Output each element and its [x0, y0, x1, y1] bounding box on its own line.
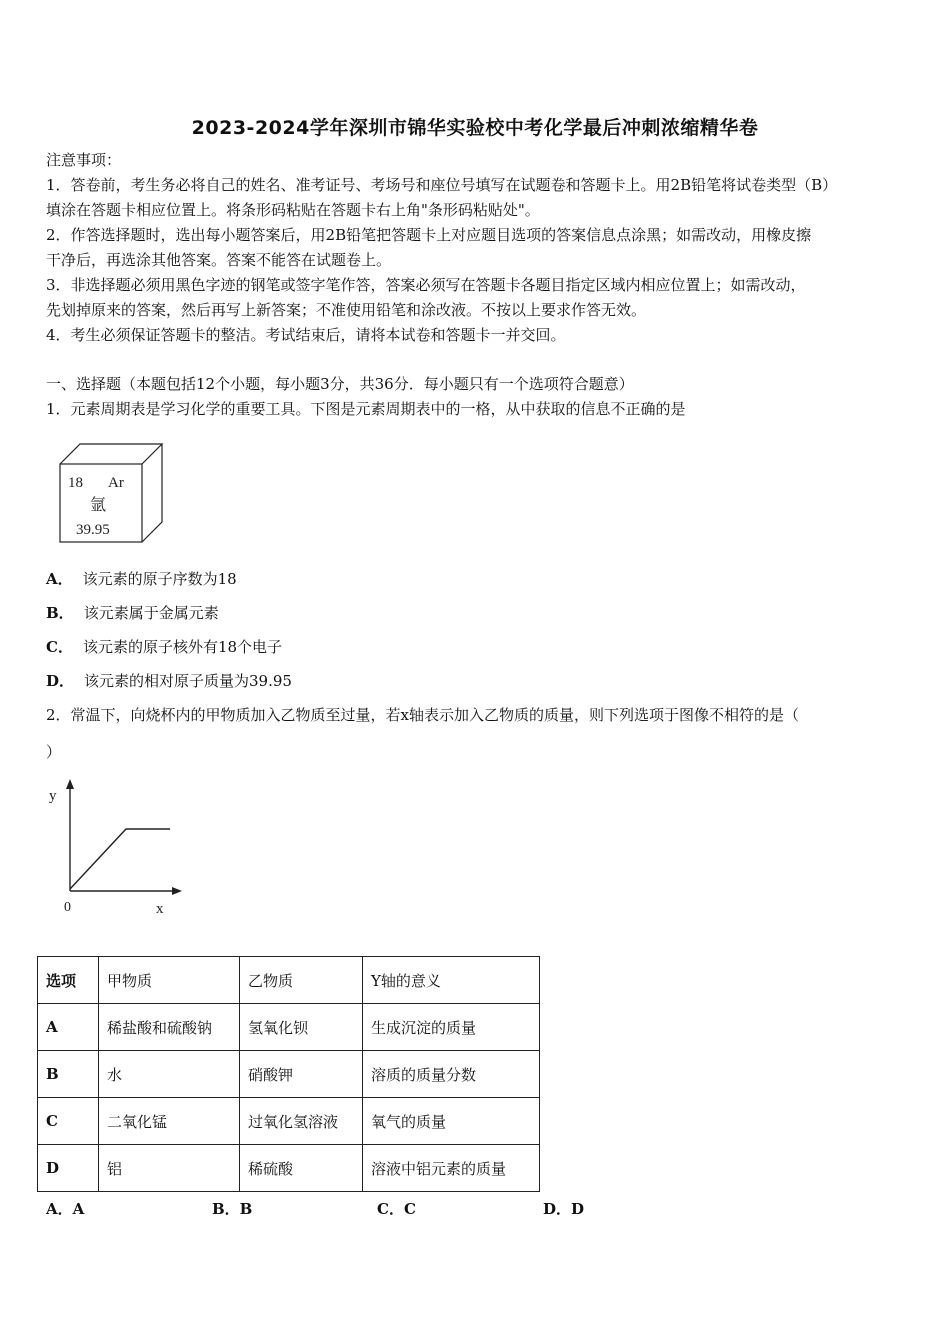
- origin-label: 0: [64, 900, 71, 915]
- table-row: [38, 1004, 540, 1051]
- table-header: 甲物质: [99, 957, 240, 1004]
- page-title: 2023-2024学年深圳市锦华实验校中考化学最后冲刺浓缩精华卷: [191, 117, 759, 139]
- table-cell: A: [38, 1004, 99, 1051]
- table-cell: 氢氧化钡: [240, 1004, 363, 1051]
- table-header: 乙物质: [240, 957, 363, 1004]
- table-row: [38, 1051, 540, 1098]
- table-cell: B: [38, 1051, 99, 1098]
- q2-table: [37, 956, 540, 1192]
- table-cell: 二氧化锰: [99, 1098, 240, 1145]
- section-heading: 一、选择题（本题包括12个小题，每小题3分，共36分．每小题只有一个选项符合题意）: [46, 375, 634, 393]
- q2-stem: 2．常温下，向烧杯内的甲物质加入乙物质至过量，若x轴表示加入乙物质的质量，则下列选项于图像不相符的是（: [46, 706, 800, 724]
- table-cell: 氧气的质量: [363, 1098, 540, 1145]
- cell-top-face: [60, 444, 162, 464]
- table-cell: 稀硫酸: [240, 1145, 363, 1192]
- notes-line: 3．非选择题必须用黑色字迹的钢笔或签字笔作答，答案必须写在答题卡各题目指定区域内相应位置上；如需改动，: [46, 276, 806, 294]
- q2-stem-end: ）: [46, 743, 62, 761]
- q2-graph: [44, 775, 194, 920]
- q1-option-a[interactable]: A． 该元素的原子序数为18: [46, 570, 237, 588]
- table-cell: 水: [99, 1051, 240, 1098]
- table-row: [38, 1145, 540, 1192]
- element-mass: 39.95: [76, 522, 110, 538]
- notes-line: 干净后，再选涂其他答案。答案不能答在试题卷上。: [46, 251, 392, 269]
- notes-line: 1．答卷前，考生务必将自己的姓名、准考证号、考场号和座位号填写在试题卷和答题卡上。用2B铅笔将试卷类型（B）: [46, 176, 838, 194]
- table-cell: 溶液中铝元素的质量: [363, 1145, 540, 1192]
- q1-option-c[interactable]: C． 该元素的原子核外有18个电子: [46, 638, 283, 656]
- element-symbol: Ar: [108, 475, 124, 491]
- element-name: 氩: [90, 495, 107, 514]
- notes-line: 先划掉原来的答案，然后再写上新答案；不准使用铅笔和涂改液。不按以上要求作答无效。: [46, 301, 647, 319]
- table-cell: 过氧化氢溶液: [240, 1098, 363, 1145]
- table-row: [38, 1098, 540, 1145]
- notes-line: 填涂在答题卡相应位置上。将条形码粘贴在答题卡右上角"条形码粘贴处"。: [46, 201, 540, 219]
- y-axis-arrow: [66, 779, 74, 789]
- cell-side-face: [142, 444, 162, 542]
- table-header-row: [38, 957, 540, 1004]
- notes-line: 2．作答选择题时，选出每小题答案后，用2B铅笔把答题卡上对应题目选项的答案信息点涂黑；如需改动，用橡皮擦: [46, 226, 812, 244]
- q1-option-b[interactable]: B． 该元素属于金属元素: [46, 604, 219, 622]
- element-cell-figure: [58, 442, 168, 544]
- table-cell: 硝酸钾: [240, 1051, 363, 1098]
- element-number: 18: [68, 475, 83, 491]
- table-cell: C: [38, 1098, 99, 1145]
- q2-answer-d[interactable]: D．D: [543, 1200, 585, 1218]
- table-header: Y轴的意义: [363, 957, 540, 1004]
- q2-answer-c[interactable]: C．C: [377, 1200, 416, 1218]
- q1-option-d[interactable]: D． 该元素的相对原子质量为39.95: [46, 672, 292, 690]
- x-axis-arrow: [172, 887, 182, 895]
- table-cell: 铝: [99, 1145, 240, 1192]
- graph-curve: [70, 829, 170, 889]
- notes-line: 4．考生必须保证答题卡的整洁。考试结束后，请将本试卷和答题卡一并交回。: [46, 326, 566, 344]
- table-cell: D: [38, 1145, 99, 1192]
- q2-answer-a[interactable]: A．A: [46, 1200, 85, 1218]
- table-cell: 生成沉淀的质量: [363, 1004, 540, 1051]
- q1-stem: 1．元素周期表是学习化学的重要工具。下图是元素周期表中的一格，从中获取的信息不正确的是: [46, 400, 686, 418]
- x-axis-label: x: [156, 901, 164, 917]
- y-axis-label: y: [49, 788, 57, 804]
- q2-answer-b[interactable]: B．B: [212, 1200, 253, 1218]
- notes-heading: 注意事项：: [46, 151, 122, 169]
- table-cell: 稀盐酸和硫酸钠: [99, 1004, 240, 1051]
- table-cell: 溶质的质量分数: [363, 1051, 540, 1098]
- table-header: 选项: [38, 957, 99, 1004]
